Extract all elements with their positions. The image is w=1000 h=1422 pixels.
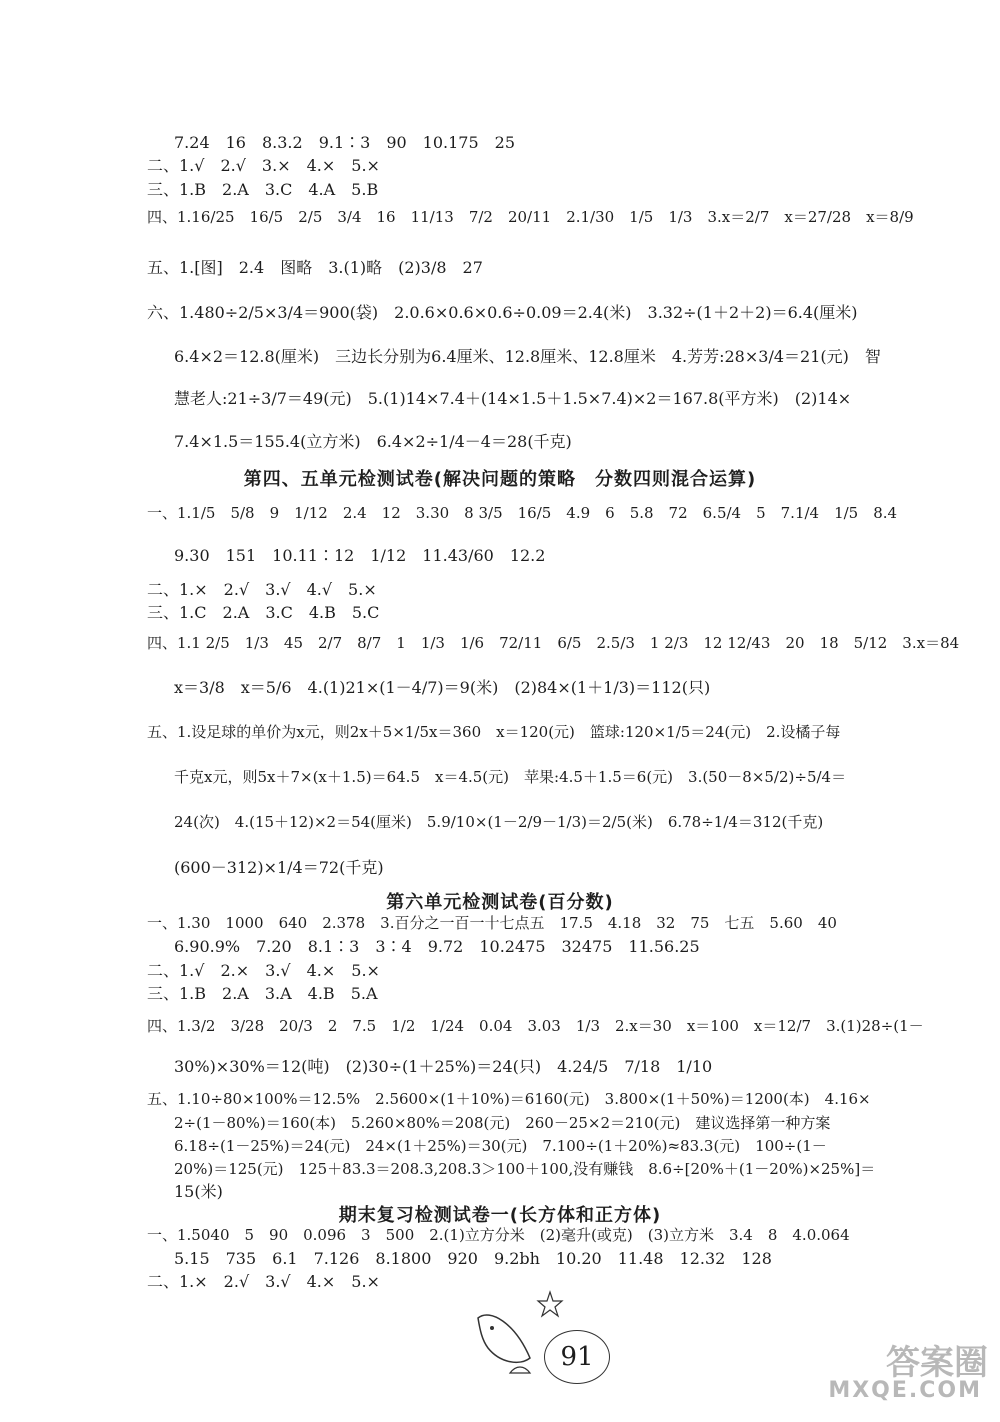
line: 三、1.B 2.A 3.A 4.B 5.A [147, 984, 378, 1003]
line: 二、1.√ 2.√ 3.× 4.× 5.× [147, 156, 380, 175]
line: 一、1.1/5 5/8 9 1/12 2.4 12 3.30 8 3/5 16/5 4.9 6 5.8 72 6.5/4 5 7.1/4 1/5 8.4 [147, 504, 898, 522]
line: 五、1.设足球的单价为x元，则2x＋5×1/5x＝360 x＝120(元) 篮球:120×1/5＝24(元) 2.设橘子每 [147, 723, 841, 741]
page-number: 91 [544, 1330, 610, 1384]
line: 二、1.√ 2.× 3.√ 4.× 5.× [147, 961, 380, 980]
line: 四、1.1 2/5 1/3 45 2/7 8/7 1 1/3 1/6 72/11 6/5 2.5/3 1 2/3 12 12/43 20 18 5/12 3.x＝84 [147, 634, 960, 652]
line: 7.4×1.5＝155.4(立方米) 6.4×2÷1/4－4＝28(千克) [174, 432, 572, 451]
watermark-url: MXQE.COM [828, 1378, 982, 1403]
section-title: 第四、五单元检测试卷(解决问题的策略 分数四则混合运算) [243, 469, 757, 490]
line: 一、1.30 1000 640 2.378 3.百分之一百一十七点五 17.5 4.18 32 75 七五 5.60 40 [147, 914, 837, 932]
line: 二、1.× 2.√ 3.√ 4.√ 5.× [147, 580, 377, 599]
line: (600－312)×1/4＝72(千克) [174, 858, 384, 877]
line: 2÷(1－80%)＝160(本) 5.260×80%＝208(元) 260－25×2＝210(元) 建议选择第一种方案 [174, 1114, 831, 1132]
line: 三、1.C 2.A 3.C 4.B 5.C [147, 603, 380, 622]
line: 6.4×2＝12.8(厘米) 三边长分别为6.4厘米、12.8厘米、12.8厘米 4.芳芳:28×3/4＝21(元) 智 [174, 347, 881, 366]
line: 千克x元，则5x＋7×(x＋1.5)＝64.5 x＝4.5(元) 苹果:4.5＋1.5＝6(元) 3.(50－8×5/2)÷5/4＝ [174, 768, 847, 786]
line: 6.90.9% 7.20 8.1∶3 3∶4 9.72 10.2475 32475 11.56.25 [174, 937, 700, 956]
section-title: 期末复习检测试卷一(长方体和正方体) [338, 1205, 662, 1226]
line: 6.18÷(1－25%)＝24(元) 24×(1＋25%)＝30(元) 7.100÷(1＋20%)≈83.3(元) 100÷(1－ [174, 1137, 827, 1155]
line: 慧老人:21÷3/7＝49(元) 5.(1)14×7.4＋(14×1.5＋1.5×7.4)×2＝167.8(平方米) (2)14× [174, 389, 852, 408]
line-fractions: 四、1.16/25 16/5 2/5 3/4 16 11/13 7/2 20/11 2.1/30 1/5 1/3 3.x＝2/7 x＝27/28 x＝8/9 [147, 208, 914, 226]
line: 15(米) [174, 1182, 223, 1201]
line: 30%)×30%＝12(吨) (2)30÷(1＋25%)＝24(只) 4.24/5 7/18 1/10 [174, 1057, 713, 1076]
line: 二、1.× 2.√ 3.√ 4.× 5.× [147, 1272, 380, 1291]
line: x＝3/8 x＝5/6 4.(1)21×(1－4/7)＝9(米) (2)84×(1＋1/3)＝112(只) [174, 678, 711, 697]
line: 24(次) 4.(15＋12)×2＝54(厘米) 5.9/10×(1－2/9－1/3)＝2/5(米) 6.78÷1/4＝312(千克) [174, 813, 824, 831]
watermark-logo: 答案圈 [886, 1343, 988, 1383]
star-icon [536, 1290, 564, 1318]
line-with-figure: 五、1.[图] 2.4 图略 3.(1)略 (2)3/8 27 [147, 258, 483, 277]
line: 五、1.10÷80×100%＝12.5% 2.5600×(1＋10%)＝6160(元) 3.800×(1＋50%)＝1200(本) 4.16× [147, 1090, 871, 1108]
line: 7.24 16 8.3.2 9.1∶3 90 10.175 25 [174, 133, 516, 152]
line: 六、1.480÷2/5×3/4＝900(袋) 2.0.6×0.6×0.6÷0.09＝2.4(米) 3.32÷(1＋2＋2)＝6.4(厘米) [147, 303, 858, 322]
line: 9.30 151 10.11∶12 1/12 11.43/60 12.2 [174, 546, 546, 565]
line: 一、1.5040 5 90 0.096 3 500 2.(1)立方分米 (2)毫升(或克) (3)立方米 3.4 8 4.0.064 [147, 1226, 850, 1244]
section-title: 第六单元检测试卷(百分数) [386, 892, 614, 913]
line: 四、1.3/2 3/28 20/3 2 7.5 1/2 1/24 0.04 3.03 1/3 2.x＝30 x＝100 x＝12/7 3.(1)28÷(1－ [147, 1017, 924, 1035]
line: 三、1.B 2.A 3.C 4.A 5.B [147, 180, 379, 199]
line: 5.15 735 6.1 7.126 8.1800 920 9.2bh 10.20 11.48 12.32 128 [174, 1249, 772, 1268]
line: 20%)＝125(元) 125＋83.3＝208.3,208.3＞100＋100,没有赚钱 8.6÷[20%＋(1－20%)×25%]＝ [174, 1160, 876, 1178]
